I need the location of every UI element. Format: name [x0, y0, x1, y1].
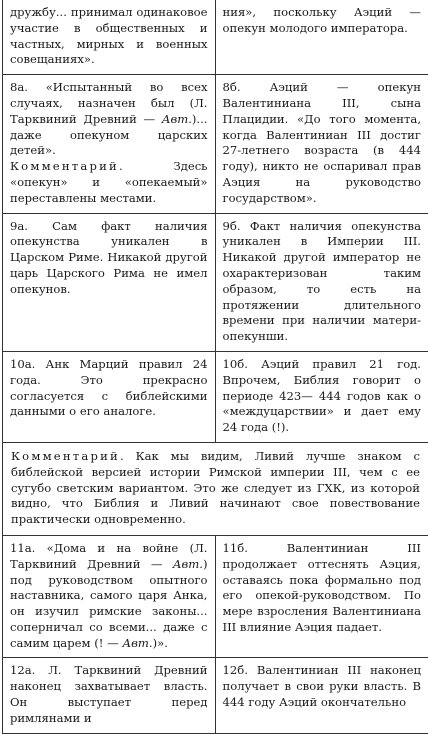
right-cell	[216, 536, 428, 658]
cell-text: 10а. Анк Марций правил 24 года. Это прекрасно согласуется с библейскими данными о его аналоге.	[10, 357, 208, 420]
comparison-table	[2, 0, 428, 734]
right-cell	[216, 75, 428, 212]
left-cell	[3, 75, 216, 212]
table-row	[3, 214, 428, 352]
comment-label: Комментарий	[11, 449, 120, 463]
table-row-full	[3, 443, 428, 536]
cell-text: 8б. Аэций — опекун Валентиниана III, сына Плацидии. «До того момента, когда Валентиниан III достиг 27-летнего возраста (в 444 году), никто не оспаривал прав Аэция на руководство государством».	[223, 80, 422, 206]
comment-text	[11, 449, 420, 528]
right-cell	[216, 658, 428, 732]
table-row	[3, 75, 428, 213]
left-cell	[3, 658, 216, 732]
cell-text: 9б. Факт наличия опекунства уникален в Империи III. Никакой другой император не охарактеризован таким образом, то есть на протяжении длительного времени при наличии матери-опекунши.	[223, 219, 422, 345]
table-row	[3, 658, 428, 733]
cell-text: 9а. Сам факт наличия опекунства уникален в Царском Риме. Никакой другой царь Царского Рима не имел опекунов.	[10, 219, 208, 298]
right-cell	[216, 352, 428, 442]
text-fragment: 8а. «Испытанный во всех случаях, назначен был (Л. Тарквиний Древний —	[10, 80, 208, 126]
comment-label: Комментарий	[10, 159, 119, 173]
text-fragment: ) под руководством опытного наставника, самого царя Анка, он изучил римские законы... соперничал со всеми... даже с самим царем (! —	[10, 557, 208, 650]
right-cell	[216, 0, 428, 74]
left-cell	[3, 536, 216, 658]
comment-text	[10, 159, 208, 206]
left-cell	[3, 352, 216, 442]
author-note: Авт.	[173, 557, 203, 571]
cell-text	[10, 80, 208, 159]
author-note: Авт.	[162, 112, 192, 126]
text-fragment: 11а. «Дома и на войне (Л. Тарквиний Древний —	[10, 541, 208, 571]
full-width-comment	[3, 443, 428, 535]
cell-text	[10, 541, 208, 652]
cell-text: 10б. Аэций правил 21 год. Впрочем, Библия говорит о периоде 423— 444 годов как о «междуцарствии» и дает ему 24 года (!).	[223, 357, 422, 436]
table-row	[3, 352, 428, 443]
cell-text: ния», поскольку Аэций — опекун молодого императора.	[223, 5, 422, 37]
author-note: Авт.	[122, 636, 152, 650]
text-fragment: . Здесь «опекун» и «опекаемый» переставлены местами.	[10, 159, 208, 205]
right-cell	[216, 214, 428, 351]
cell-text: 11б. Валентиниан III продолжает оттеснять Аэция, оставаясь пока формально под его опекой-руководством. По мере взросления Валентиниана III влияние Аэция падает.	[223, 541, 422, 636]
table-row	[3, 536, 428, 659]
cell-text: дружбу... принимал одинаковое участие в общественных и частных, мирных и военных совещаниях».	[10, 5, 208, 68]
cell-text: 12а. Л. Тарквиний Древний наконец захватывает власть. Он выступает перед римлянами и	[10, 663, 208, 726]
table-row	[3, 0, 428, 75]
left-cell	[3, 214, 216, 351]
text-fragment: )».	[153, 636, 168, 650]
cell-text: 12б. Валентиниан III наконец получает в свои руки власть. В 444 году Аэций окончательно	[223, 663, 422, 710]
text-fragment: . Как мы видим, Ливий лучше знаком с библейской версией истории Римской империи III, чем с ее сугубо светским вариантом. Это же следует из ГХК, из которой видно, что Библия и Ливий начинают свое повествование практически одновременно.	[11, 449, 420, 526]
text-fragment: )... даже опекуном царских детей».	[10, 112, 208, 158]
left-cell	[3, 0, 216, 74]
